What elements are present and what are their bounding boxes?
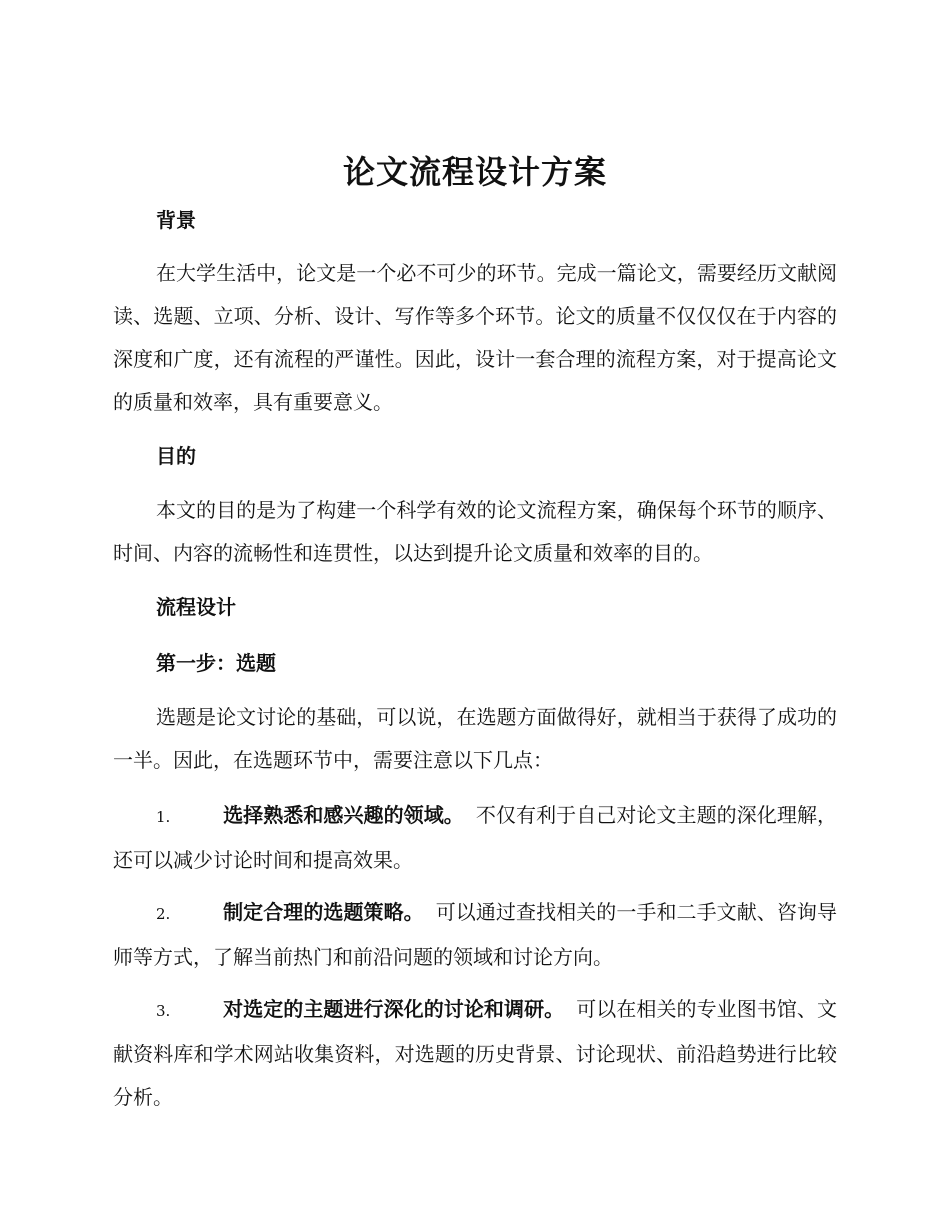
list-item-number: 1. [156,808,171,826]
list-item-lead: 选择熟悉和感兴趣的领域。 [223,803,464,827]
list-item-text: 不仅有利于自己对论文主题的深化理解，还可以减少讨论时间和提高效果。 [113,803,838,872]
document-title: 论文流程设计方案 [342,153,607,191]
list-item [113,794,837,882]
heading-process: 流程设计 [156,595,236,619]
heading-purpose: 目的 [156,444,196,468]
list-item [113,891,837,979]
list-item-number: 2. [156,905,171,923]
paragraph-step1: 选题是论文讨论的基础，可以说，在选题方面做得好，就相当于获得了成功的一半。因此，在选题环节中，需要注意以下几点： [113,705,837,772]
list-item-lead: 对选定的主题进行深化的讨论和调研。 [223,997,565,1021]
list-item-text: 可以在相关的专业图书馆、文献资料库和学术网站收集资料，对选题的历史背景、讨论现状、前沿趋势进行比较分析。 [113,997,838,1109]
list-item-text: 可以通过查找相关的一手和二手文献、咨询导师等方式，了解当前热门和前沿问题的领域和讨论方向。 [113,900,838,969]
list-item [113,988,837,1119]
paragraph-purpose: 本文的目的是为了构建一个科学有效的论文流程方案，确保每个环节的顺序、时间、内容的流畅性和连贯性，以达到提升论文质量和效率的目的。 [113,498,837,565]
heading-step1: 第一步：选题 [156,651,276,675]
heading-background: 背景 [156,208,196,232]
list-item-number: 3. [156,1002,171,1020]
paragraph-background: 在大学生活中，论文是一个必不可少的环节。完成一篇论文，需要经历文献阅读、选题、立项、分析、设计、写作等多个环节。论文的质量不仅仅仅在于内容的深度和广度，还有流程的严谨性。因此，设计一套合理的流程方案，对于提高论文的质量和效率，具有重要意义。 [113,261,837,414]
list-item-lead: 制定合理的选题策略。 [223,900,424,924]
